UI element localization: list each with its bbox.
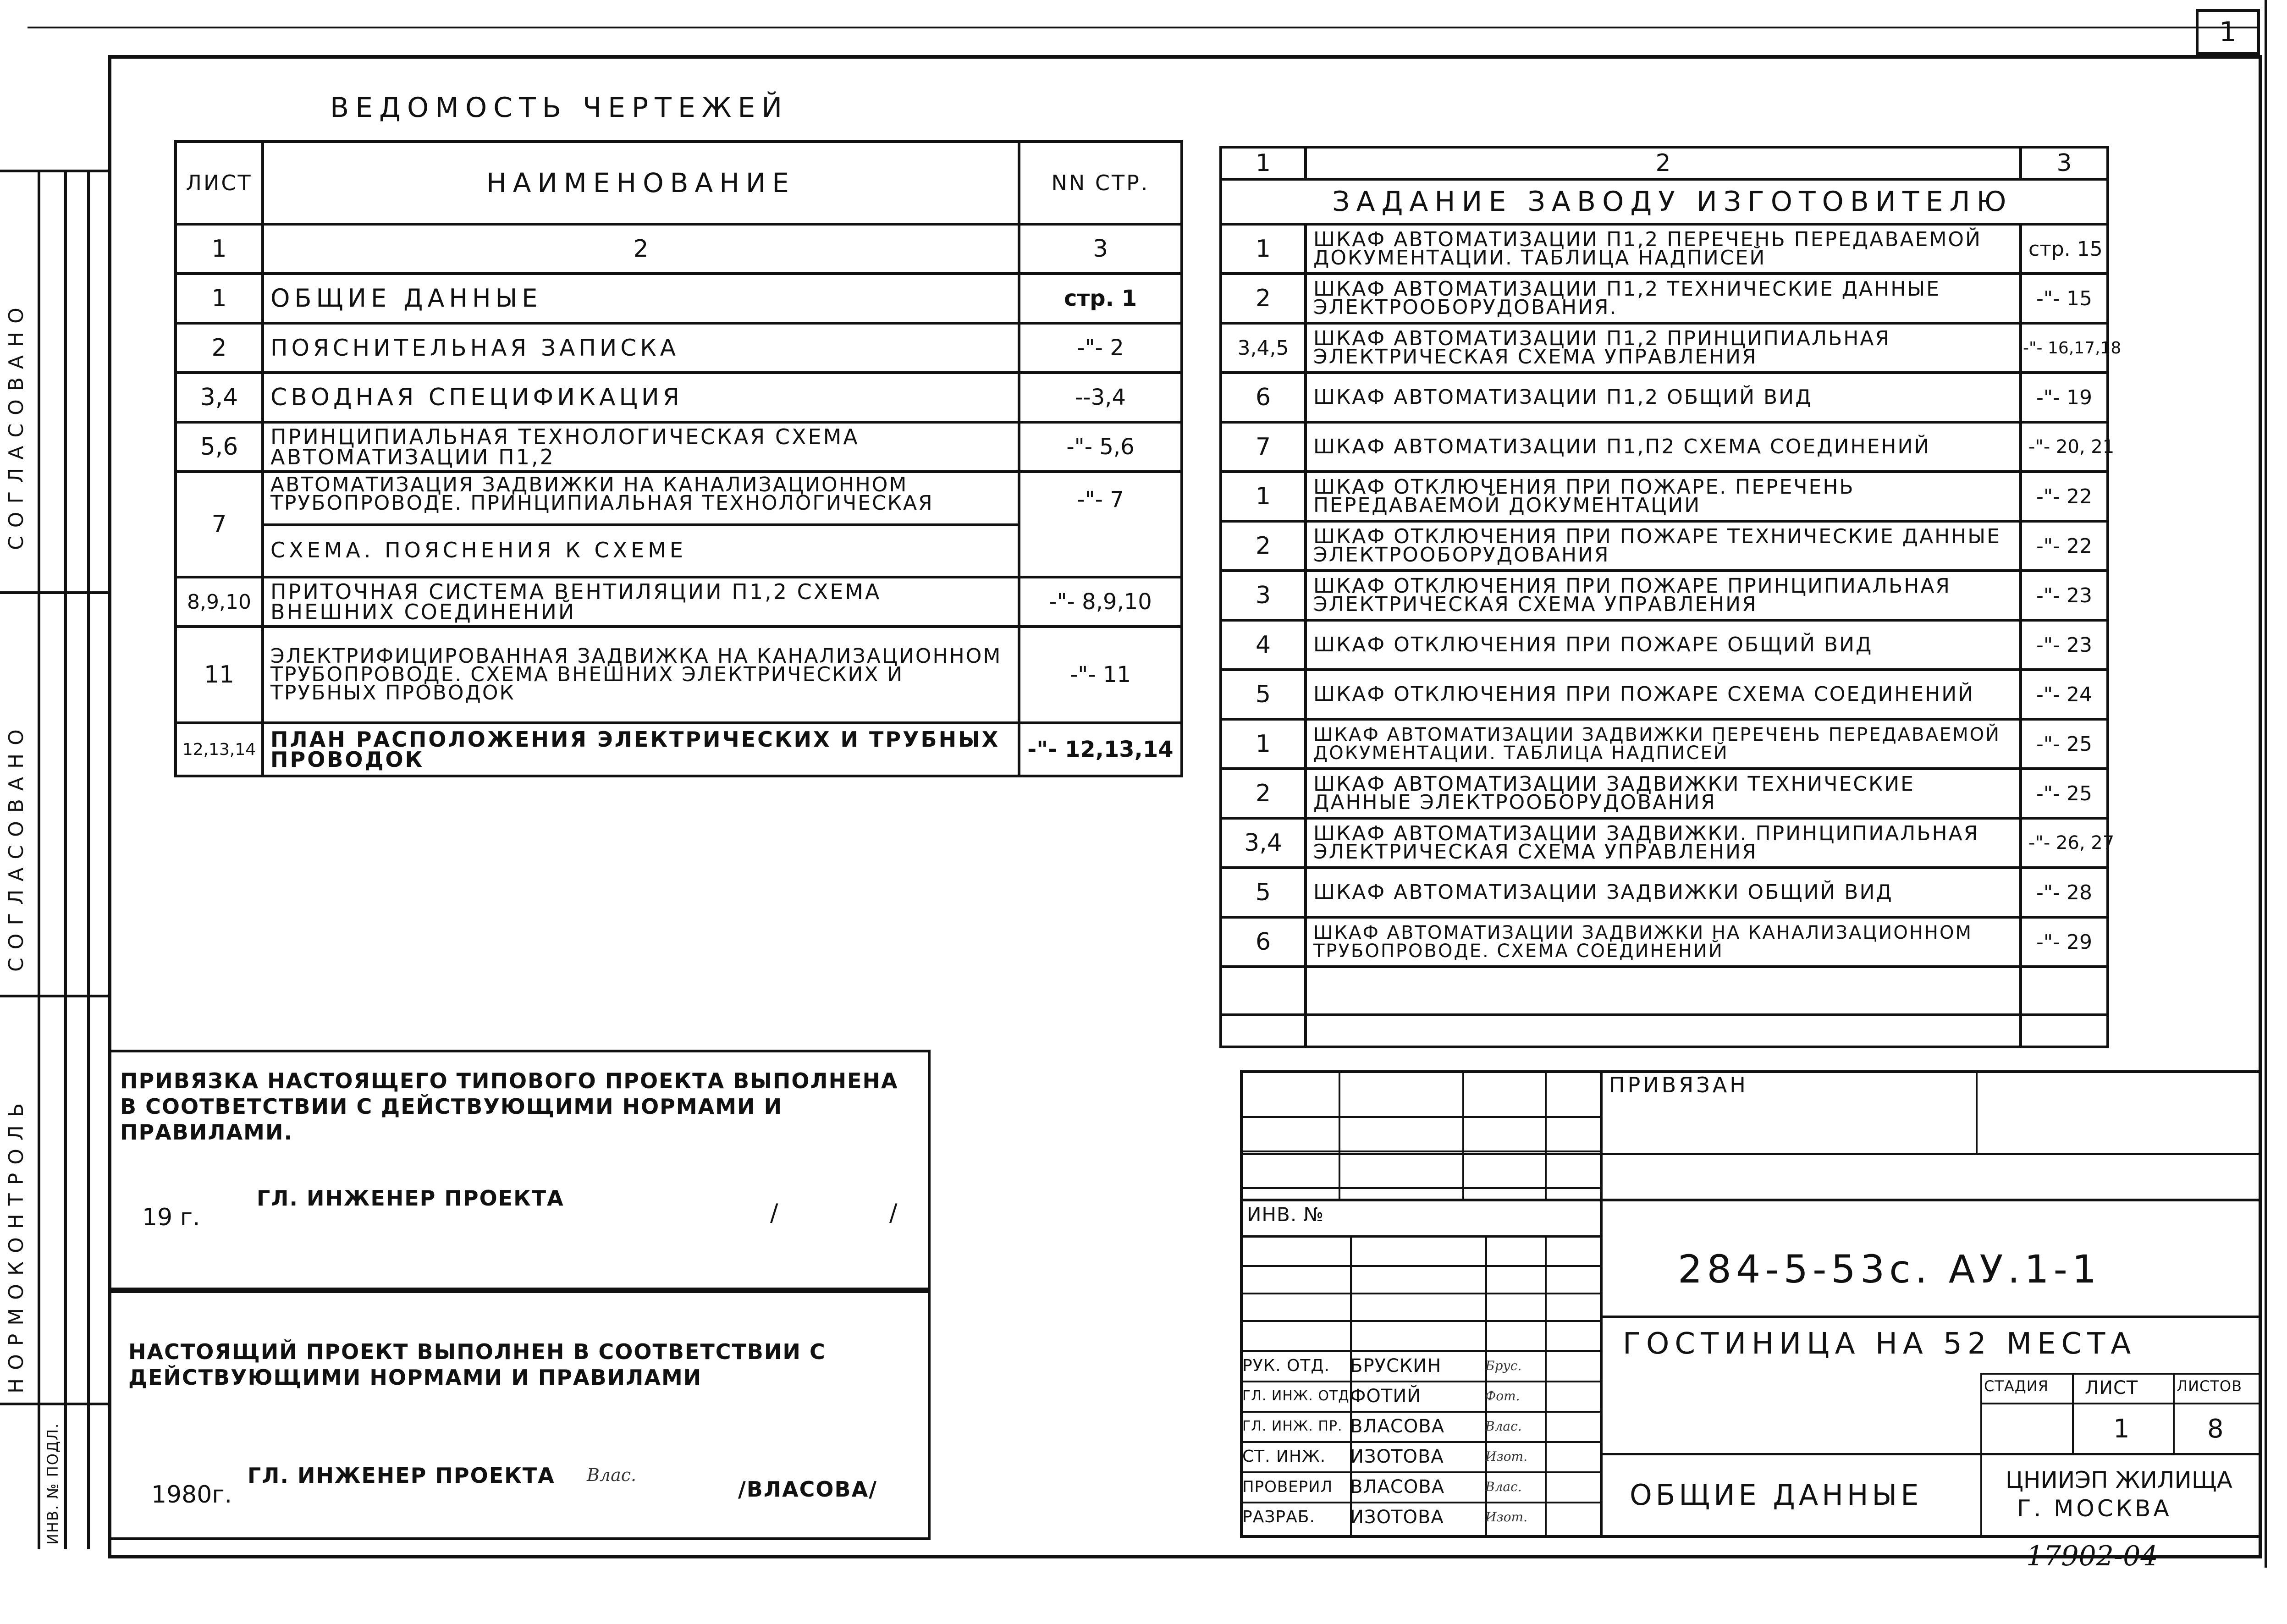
grid-line <box>1600 1316 2262 1318</box>
header-name: НАИМЕНОВАНИЕ <box>263 142 1019 224</box>
privyazan-label: ПРИВЯЗАН <box>1609 1073 1748 1097</box>
row-page: -"- 29 <box>2021 917 2108 967</box>
table-row <box>176 422 1182 472</box>
row-name: ШКАФ АВТОМАТИЗАЦИИ П1,П2 СХЕМА СОЕДИНЕНИЙ <box>1306 422 2021 472</box>
drawing-code: 284-5-53с. АУ.1-1 <box>1678 1247 2101 1292</box>
row-name: ШКАФ АВТОМАТИЗАЦИИ П1,2 ОБЩИЙ ВИД <box>1306 373 2021 422</box>
grid-line <box>1240 1265 1602 1267</box>
row-page <box>2021 1015 2108 1047</box>
table-row <box>1221 769 2108 818</box>
table-row <box>1221 719 2108 769</box>
row-sheet: 3 <box>1221 571 1306 620</box>
person-name: ВЛАСОВА <box>1350 1476 1445 1497</box>
row-name: ШКАФ АВТОМАТИЗАЦИИ ЗАДВИЖКИ. ПРИНЦИПИАЛЬНАЯ ЭЛЕКТРИЧЕСКАЯ СХЕМА УПРАВЛЕНИЯ <box>1306 818 2021 868</box>
compliance-note-text: НАСТОЯЩИЙ ПРОЕКТ ВЫПОЛНЕН В СООТВЕТСТВИИ С ДЕЙСТВУЮЩИМИ НОРМАМИ И ПРАВИЛАМИ <box>128 1339 826 1390</box>
row-sheet: 6 <box>1221 917 1306 967</box>
row-name: ШКАФ ОТКЛЮЧЕНИЯ ПРИ ПОЖАРЕ ПРИНЦИПИАЛЬНАЯ ЭЛЕКТРИЧЕСКАЯ СХЕМА УПРАВЛЕНИЯ <box>1306 571 2021 620</box>
row-name: АВТОМАТИЗАЦИЯ ЗАДВИЖКИ НА КАНАЛИЗАЦИОННОМ ТРУБОПРОВОДЕ. ПРИНЦИПИАЛЬНАЯ ТЕХНОЛОГИЧЕСКАЯ <box>264 473 1018 526</box>
vedomost-table <box>174 140 1183 777</box>
row-sheet: 3,4 <box>176 373 263 422</box>
grid-line <box>1240 1235 1602 1238</box>
index-3: 3 <box>1019 224 1182 274</box>
person-row <box>1242 1413 1600 1443</box>
binding-note-slash-1: / <box>770 1199 778 1227</box>
person-signature: Изот. <box>1485 1449 1527 1464</box>
row-page: -"- 2 <box>1019 323 1182 373</box>
row-page: -"- 7 <box>1019 472 1182 577</box>
grid-line <box>1240 1199 2262 1201</box>
binding-line-3 <box>0 995 110 997</box>
person-signature: Изот. <box>1485 1509 1527 1525</box>
person-row <box>1242 1443 1600 1473</box>
sheets-value: 8 <box>2207 1414 2224 1444</box>
index-1: 1 <box>176 224 263 274</box>
row-page: -"- 24 <box>2021 670 2108 719</box>
row-sheet: 12,13,14 <box>176 723 263 776</box>
sheet-value: 1 <box>2113 1414 2130 1444</box>
table-row <box>1221 967 2108 1015</box>
person-signature: Влас. <box>1485 1419 1522 1434</box>
row-sheet: 4 <box>1221 620 1306 670</box>
right-edge-line <box>2265 0 2267 1568</box>
row-name-continued: СХЕМА. ПОЯСНЕНИЯ К СХЕМЕ <box>270 538 687 562</box>
table-row <box>1221 323 2108 373</box>
grid-line <box>1462 1070 1464 1199</box>
binding-vline-1 <box>38 170 40 1549</box>
row-page: -"- 23 <box>2021 571 2108 620</box>
row-sheet: 7 <box>176 472 263 577</box>
row-sheet: 2 <box>176 323 263 373</box>
sheets-label: ЛИСТОВ <box>2177 1377 2243 1395</box>
row-name: ШКАФ ОТКЛЮЧЕНИЯ ПРИ ПОЖАРЕ СХЕМА СОЕДИНЕНИЙ <box>1306 670 2021 719</box>
table-row <box>1221 521 2108 571</box>
row-page: -"- 22 <box>2021 472 2108 521</box>
row-page <box>2021 967 2108 1015</box>
row-sheet: 1 <box>1221 224 1306 274</box>
row-name: ШКАФ АВТОМАТИЗАЦИИ ЗАДВИЖКИ ПЕРЕЧЕНЬ ПЕРЕДАВАЕМОЙ ДОКУМЕНТАЦИИ. ТАБЛИЦА НАДПИСЕЙ <box>1306 719 2021 769</box>
grid-line <box>2173 1373 2175 1453</box>
table-row <box>1221 868 2108 917</box>
compliance-note-signature: Влас. <box>587 1465 637 1485</box>
person-name: БРУСКИН <box>1350 1355 1442 1376</box>
row-sheet: 3,4 <box>1221 818 1306 868</box>
row-page: -"- 12,13,14 <box>1019 723 1182 776</box>
table-row <box>1221 274 2108 323</box>
people-list <box>1242 1352 1600 1532</box>
row-page: -"- 11 <box>1019 627 1182 723</box>
side-label-middle: СОГЛАСОВАНО <box>5 721 28 972</box>
grid-line <box>1980 1403 2262 1404</box>
person-name: ФОТИЙ <box>1350 1386 1422 1407</box>
grid-line <box>1976 1070 1978 1153</box>
binding-line-4 <box>0 1403 110 1405</box>
assignment-table <box>1219 146 2122 1048</box>
binding-note-role: ГЛ. ИНЖЕНЕР ПРОЕКТА <box>257 1186 564 1211</box>
r-index-2: 2 <box>1306 147 2021 179</box>
row-page: --3,4 <box>1019 373 1182 422</box>
row-page: -"- 28 <box>2021 868 2108 917</box>
inv-no-label: ИНВ. № <box>1247 1203 1324 1226</box>
grid-line <box>1240 1187 1602 1189</box>
side-label-bottom: НОРМОКОНТРОЛЬ <box>5 1095 28 1393</box>
row-page: -"- 25 <box>2021 719 2108 769</box>
binding-vline-3 <box>87 170 90 1549</box>
compliance-note-role: ГЛ. ИНЖЕНЕР ПРОЕКТА <box>248 1463 555 1488</box>
row-page: -"- 15 <box>2021 274 2108 323</box>
row-name: ШКАФ АВТОМАТИЗАЦИИ П1,2 ПЕРЕЧЕНЬ ПЕРЕДАВАЕМОЙ ДОКУМЕНТАЦИИ. ТАБЛИЦА НАДПИСЕЙ <box>1306 224 2021 274</box>
row-page: -"- 23 <box>2021 620 2108 670</box>
row-name: ШКАФ ОТКЛЮЧЕНИЯ ПРИ ПОЖАРЕ ОБЩИЙ ВИД <box>1306 620 2021 670</box>
table-row <box>176 627 1182 723</box>
person-role: ПРОВЕРИЛ <box>1242 1478 1333 1496</box>
row-sheet: 1 <box>1221 719 1306 769</box>
table-row <box>176 373 1182 422</box>
sheet-label: ЛИСТ <box>2085 1377 2138 1398</box>
row-sheet: 7 <box>1221 422 1306 472</box>
r-index-1: 1 <box>1221 147 1306 179</box>
table-row <box>1221 1015 2108 1047</box>
row-page: -"- 19 <box>2021 373 2108 422</box>
row-sheet: 3,4,5 <box>1221 323 1306 373</box>
row-sheet: 2 <box>1221 274 1306 323</box>
project-name: ГОСТИНИЦА НА 52 МЕСТА <box>1623 1327 2137 1361</box>
organization: ЦНИИЭП ЖИЛИЩА <box>2006 1467 2232 1493</box>
side-label-top: СОГЛАСОВАНО <box>5 299 28 550</box>
binding-note-slash-2: / <box>889 1199 898 1227</box>
table-row <box>1221 571 2108 620</box>
grid-line <box>1600 1070 1603 1538</box>
row-sheet: 5 <box>1221 868 1306 917</box>
side-label-inv: ИНВ. № ПОДЛ. <box>44 1422 61 1545</box>
header-sheet: ЛИСТ <box>176 142 263 224</box>
person-role: ГЛ. ИНЖ. ПР. <box>1242 1418 1343 1434</box>
row-name: ПОЯСНИТЕЛЬНАЯ ЗАПИСКА <box>263 323 1019 373</box>
grid-line <box>1600 1453 2262 1455</box>
person-role: ГЛ. ИНЖ. ОТД. <box>1242 1388 1355 1404</box>
grid-line <box>1240 1151 1602 1152</box>
row-page: стр. 15 <box>2021 224 2108 274</box>
row-name: ПРИТОЧНАЯ СИСТЕМА ВЕНТИЛЯЦИИ П1,2 СХЕМА ВНЕШНИХ СОЕДИНЕНИЙ <box>263 577 1019 627</box>
table-row <box>176 723 1182 776</box>
compliance-note-name: /ВЛАСОВА/ <box>738 1477 877 1502</box>
row-name: ШКАФ ОТКЛЮЧЕНИЯ ПРИ ПОЖАРЕ. ПЕРЕЧЕНЬ ПЕРЕДАВАЕМОЙ ДОКУМЕНТАЦИИ <box>1306 472 2021 521</box>
table-row <box>1221 917 2108 967</box>
row-page: стр. 1 <box>1019 274 1182 323</box>
person-signature: Брус. <box>1485 1358 1522 1373</box>
row-page: -"- 22 <box>2021 521 2108 571</box>
person-role: РУК. ОТД. <box>1242 1356 1330 1375</box>
person-name: ИЗОТОВА <box>1350 1507 1444 1528</box>
archive-number: 17902-04 <box>2026 1540 2158 1572</box>
binding-note-year: 19 г. <box>142 1204 200 1231</box>
grid-line <box>1240 1153 2262 1155</box>
binding-line-2 <box>0 591 110 594</box>
table-row <box>1221 620 2108 670</box>
table-row <box>1221 422 2108 472</box>
table-row <box>176 472 1182 577</box>
row-name: ШКАФ ОТКЛЮЧЕНИЯ ПРИ ПОЖАРЕ ТЕХНИЧЕСКИЕ ДАННЫЕ ЭЛЕКТРООБОРУДОВАНИЯ <box>1306 521 2021 571</box>
vedomost-title: ВЕДОМОСТЬ ЧЕРТЕЖЕЙ <box>330 92 789 124</box>
page-number: 1 <box>2219 16 2237 48</box>
row-sheet: 5,6 <box>176 422 263 472</box>
binding-note-text: ПРИВЯЗКА НАСТОЯЩЕГО ТИПОВОГО ПРОЕКТА ВЫПОЛНЕНА В СООТВЕТСТВИИ С ДЕЙСТВУЮЩИМИ НОРМАМИ И ПРАВИЛАМИ. <box>120 1068 898 1145</box>
grid-line <box>1545 1070 1547 1199</box>
person-name: ВЛАСОВА <box>1350 1416 1445 1437</box>
row-sheet: 2 <box>1221 521 1306 571</box>
row-page: -"- 16,17,18 <box>2021 323 2108 373</box>
row-sheet: 1 <box>176 274 263 323</box>
top-border-line <box>28 27 2260 28</box>
table-row <box>1221 373 2108 422</box>
grid-line <box>2072 1373 2074 1453</box>
index-2: 2 <box>263 224 1019 274</box>
binding-line-1 <box>0 170 110 172</box>
city: Г. МОСКВА <box>2017 1495 2172 1522</box>
row-name <box>1306 967 2021 1015</box>
row-name: ШКАФ АВТОМАТИЗАЦИИ ЗАДВИЖКИ НА КАНАЛИЗАЦИОННОМ ТРУБОПРОВОДЕ. СХЕМА СОЕДИНЕНИЙ <box>1306 917 2021 967</box>
grid-line <box>1339 1070 1340 1199</box>
table-row <box>176 274 1182 323</box>
row-page: -"- 25 <box>2021 769 2108 818</box>
binding-vline-2 <box>64 170 67 1549</box>
row-page: -"- 8,9,10 <box>1019 577 1182 627</box>
row-name: ОБЩИЕ ДАННЫЕ <box>263 274 1019 323</box>
person-role: РАЗРАБ. <box>1242 1508 1315 1526</box>
person-row <box>1242 1473 1600 1503</box>
section-name: ОБЩИЕ ДАННЫЕ <box>1630 1478 1923 1512</box>
row-name: ШКАФ АВТОМАТИЗАЦИИ ЗАДВИЖКИ ТЕХНИЧЕСКИЕ ДАННЫЕ ЭЛЕКТРООБОРУДОВАНИЯ <box>1306 769 2021 818</box>
table-row <box>1221 472 2108 521</box>
binding-note-box <box>110 1050 931 1290</box>
row-name: ПЛАН РАСПОЛОЖЕНИЯ ЭЛЕКТРИЧЕСКИХ И ТРУБНЫХ ПРОВОДОК <box>263 723 1019 776</box>
table-row <box>1221 818 2108 868</box>
table-row <box>176 577 1182 627</box>
row-sheet <box>1221 967 1306 1015</box>
header-page: NN СТР. <box>1019 142 1182 224</box>
person-signature: Фот. <box>1485 1388 1520 1404</box>
row-sheet <box>1221 1015 1306 1047</box>
row-sheet: 1 <box>1221 472 1306 521</box>
row-name: ШКАФ АВТОМАТИЗАЦИИ П1,2 ТЕХНИЧЕСКИЕ ДАННЫЕ ЭЛЕКТРООБОРУДОВАНИЯ. <box>1306 274 2021 323</box>
row-page: -"- 20, 21 <box>2021 422 2108 472</box>
table-row <box>1221 224 2108 274</box>
compliance-note-year: 1980г. <box>151 1481 232 1508</box>
grid-line <box>1980 1373 2262 1375</box>
row-page: -"- 26, 27 <box>2021 818 2108 868</box>
grid-line <box>1980 1373 1982 1538</box>
table-row <box>176 323 1182 373</box>
row-sheet: 6 <box>1221 373 1306 422</box>
row-sheet: 8,9,10 <box>176 577 263 627</box>
person-row <box>1242 1503 1600 1532</box>
section-title: ЗАДАНИЕ ЗАВОДУ ИЗГОТОВИТЕЛЮ <box>1221 179 2108 224</box>
stage-label: СТАДИЯ <box>1984 1377 2049 1395</box>
person-name: ИЗОТОВА <box>1350 1446 1444 1467</box>
person-row <box>1242 1382 1600 1413</box>
row-name: ШКАФ АВТОМАТИЗАЦИИ П1,2 ПРИНЦИПИАЛЬНАЯ ЭЛЕКТРИЧЕСКАЯ СХЕМА УПРАВЛЕНИЯ <box>1306 323 2021 373</box>
row-name: СВОДНАЯ СПЕЦИФИКАЦИЯ <box>263 373 1019 422</box>
row-name <box>1306 1015 2021 1047</box>
row-sheet: 2 <box>1221 769 1306 818</box>
grid-line <box>1240 1293 1602 1294</box>
row-page: -"- 5,6 <box>1019 422 1182 472</box>
table-row <box>1221 670 2108 719</box>
grid-line <box>1240 1116 1602 1118</box>
person-role: СТ. ИНЖ. <box>1242 1447 1326 1466</box>
row-sheet: 11 <box>176 627 263 723</box>
compliance-note-box <box>110 1290 931 1540</box>
page-number-box <box>2196 9 2260 55</box>
row-name: ПРИНЦИПИАЛЬНАЯ ТЕХНОЛОГИЧЕСКАЯ СХЕМА АВТОМАТИЗАЦИИ П1,2 <box>263 422 1019 472</box>
grid-line <box>1240 1320 1602 1322</box>
r-index-3: 3 <box>2021 147 2108 179</box>
row-name: ШКАФ АВТОМАТИЗАЦИИ ЗАДВИЖКИ ОБЩИЙ ВИД <box>1306 868 2021 917</box>
row-name: ЭЛЕКТРИФИЦИРОВАННАЯ ЗАДВИЖКА НА КАНАЛИЗАЦИОННОМ ТРУБОПРОВОДЕ. СХЕМА ВНЕШНИХ ЭЛЕКТРИЧЕСКИХ И ТРУБНЫХ ПРОВОДОК <box>263 627 1019 723</box>
row-sheet: 5 <box>1221 670 1306 719</box>
person-row <box>1242 1352 1600 1382</box>
person-signature: Влас. <box>1485 1479 1522 1494</box>
